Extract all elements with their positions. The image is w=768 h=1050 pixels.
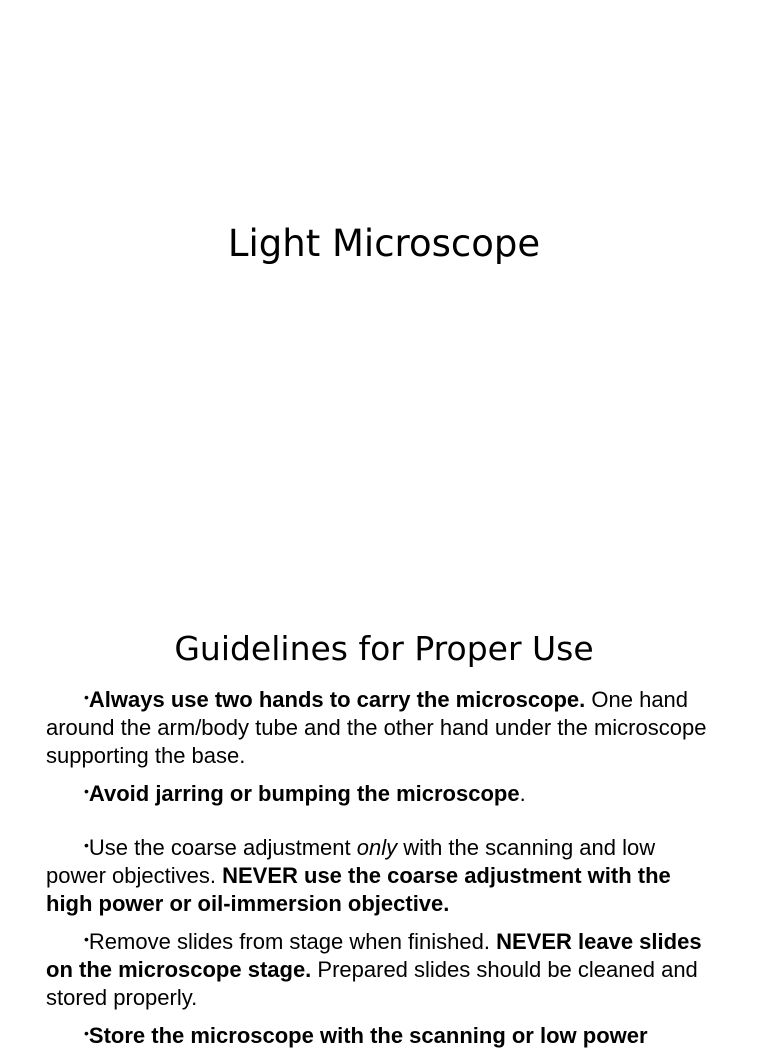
slide-title: Light Microscope	[227, 222, 541, 265]
guideline-emphasis: only	[356, 835, 398, 860]
guidelines-list	[46, 683, 716, 1050]
guideline-lead: Always use two hands to carry the microscope.	[88, 687, 586, 712]
guideline-text: Remove slides from stage when finished.	[88, 929, 497, 954]
guideline-item-remove-slides	[46, 925, 716, 1012]
section-heading: Guidelines for Proper Use	[174, 629, 594, 668]
guideline-item-carry	[46, 683, 716, 770]
bullet-icon: •	[84, 837, 89, 853]
guideline-text: Prepared slides should be cleaned and stored properly.	[46, 957, 698, 1010]
guideline-item-jarring	[46, 777, 716, 808]
guideline-text: Use the coarse adjustment	[88, 835, 357, 860]
guideline-text: with the scanning and low power objectives.	[46, 835, 656, 888]
guideline-text: One hand around the arm/body tube and the other hand under the microscope supporting the base.	[46, 687, 707, 768]
guideline-warning: NEVER use the coarse adjustment with the high power or oil-immersion objective.	[46, 863, 671, 916]
guideline-lead: Store the microscope with the scanning or low power	[88, 1023, 648, 1048]
guideline-warning: NEVER leave slides on the microscope stage.	[46, 929, 702, 982]
guideline-item-coarse-adjustment	[46, 831, 716, 918]
bullet-icon: •	[84, 783, 89, 799]
bullet-icon: •	[84, 689, 89, 705]
bullet-icon: •	[84, 1025, 89, 1041]
bullet-icon: •	[84, 931, 89, 947]
guideline-lead: Avoid jarring or bumping the microscope	[88, 781, 520, 806]
guideline-text: .	[519, 781, 526, 806]
